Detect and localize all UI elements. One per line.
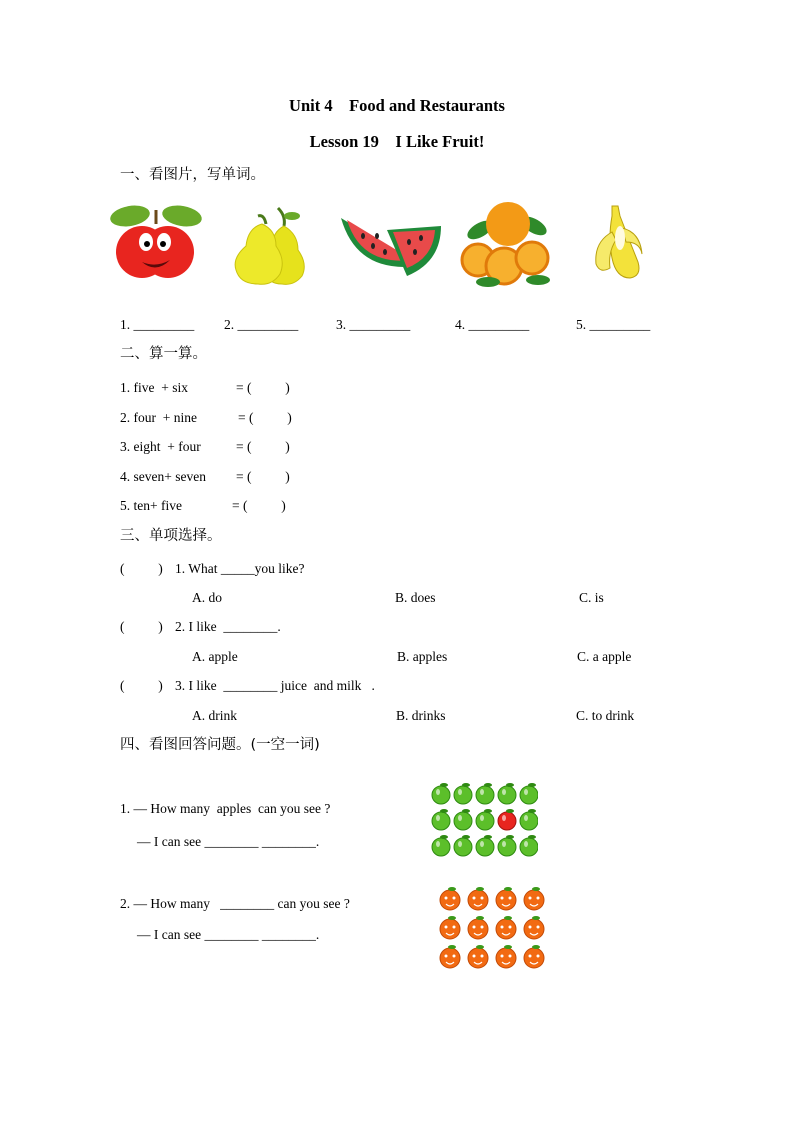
orange-grid-picture	[436, 886, 548, 972]
choice-2-option-b: B. apples	[397, 649, 448, 664]
calc-answer-5[interactable]: = ( )	[232, 498, 286, 513]
calc-answer-2[interactable]: = ( )	[238, 410, 292, 425]
choice-2-option-a: A. apple	[192, 649, 238, 664]
blank-4[interactable]: 4. _________	[455, 317, 530, 332]
orange-face-icon	[496, 887, 516, 910]
calc-expr-5: 5. ten+ five	[120, 498, 182, 513]
green-apple-icon	[432, 835, 450, 856]
apple-grid-picture	[430, 782, 538, 860]
choice-answer-1[interactable]: ( )	[120, 561, 163, 576]
section2-heading: 二、算一算。	[120, 346, 207, 362]
unit-title: Unit 4 Food and Restaurants	[289, 96, 505, 115]
blank-2[interactable]: 2. _________	[224, 317, 299, 332]
choice-1-option-a: A. do	[192, 590, 222, 605]
green-apple-icon	[520, 835, 538, 856]
lesson-title: Lesson 19 I Like Fruit!	[309, 132, 485, 151]
pear-icon	[232, 204, 308, 286]
green-apple-icon	[432, 783, 450, 804]
orange-face-icon	[440, 945, 460, 968]
orange-face-icon	[524, 916, 544, 939]
green-apple-icon	[476, 835, 494, 856]
q2-line2[interactable]: — I can see ________ ________.	[137, 927, 320, 942]
calc-answer-3[interactable]: = ( )	[236, 439, 290, 454]
blank-1[interactable]: 1. _________	[120, 317, 195, 332]
choice-1-option-b: B. does	[395, 590, 436, 605]
q2-line1[interactable]: 2. — How many ________ can you see ?	[120, 896, 350, 911]
orange-face-icon	[468, 916, 488, 939]
blank-5[interactable]: 5. _________	[576, 317, 651, 332]
green-apple-icon	[520, 783, 538, 804]
calc-expr-4: 4. seven+ seven	[120, 469, 206, 484]
choice-3-option-c: C. to drink	[576, 708, 635, 723]
orange-face-icon	[440, 887, 460, 910]
choice-answer-3[interactable]: ( )	[120, 678, 163, 693]
calc-answer-4[interactable]: = ( )	[236, 469, 290, 484]
watermelon-icon	[337, 206, 443, 280]
green-apple-icon	[498, 835, 516, 856]
orange-face-icon	[496, 945, 516, 968]
section3-heading: 三、单项选择。	[120, 528, 222, 544]
orange-face-icon	[524, 887, 544, 910]
section1-heading: 一、看图片，写单词。	[120, 167, 265, 183]
choice-3-option-a: A. drink	[192, 708, 237, 723]
green-apple-icon	[454, 783, 472, 804]
calc-expr-3: 3. eight + four	[120, 439, 201, 454]
blank-3[interactable]: 3. _________	[336, 317, 411, 332]
choice-answer-2[interactable]: ( )	[120, 619, 163, 634]
green-apple-icon	[454, 835, 472, 856]
choice-3-option-b: B. drinks	[396, 708, 446, 723]
orange-face-icon	[524, 945, 544, 968]
red-apple-icon	[498, 809, 516, 830]
choice-1-option-c: C. is	[579, 590, 604, 605]
choice-question-1: 1. What _____you like?	[175, 561, 305, 576]
green-apple-icon	[498, 783, 516, 804]
choice-2-option-c: C. a apple	[577, 649, 632, 664]
banana-icon	[590, 202, 646, 282]
calc-expr-1: 1. five + six	[120, 380, 188, 395]
choice-question-2: 2. I like ________.	[175, 619, 281, 634]
green-apple-icon	[520, 809, 538, 830]
orange-icon	[458, 196, 554, 290]
orange-face-icon	[496, 916, 516, 939]
green-apple-icon	[476, 809, 494, 830]
green-apple-icon	[454, 809, 472, 830]
orange-face-icon	[468, 887, 488, 910]
choice-question-3: 3. I like ________ juice and milk .	[175, 678, 375, 693]
q1-line2[interactable]: — I can see ________ ________.	[137, 834, 320, 849]
green-apple-icon	[432, 809, 450, 830]
green-apple-icon	[476, 783, 494, 804]
section4-heading: 四、看图回答问题。(一空一词)	[120, 737, 320, 753]
q1-line1: 1. — How many apples can you see ?	[120, 801, 331, 816]
calc-answer-1[interactable]: = ( )	[236, 380, 290, 395]
apple-icon	[106, 202, 206, 286]
orange-face-icon	[440, 916, 460, 939]
calc-expr-2: 2. four + nine	[120, 410, 197, 425]
orange-face-icon	[468, 945, 488, 968]
